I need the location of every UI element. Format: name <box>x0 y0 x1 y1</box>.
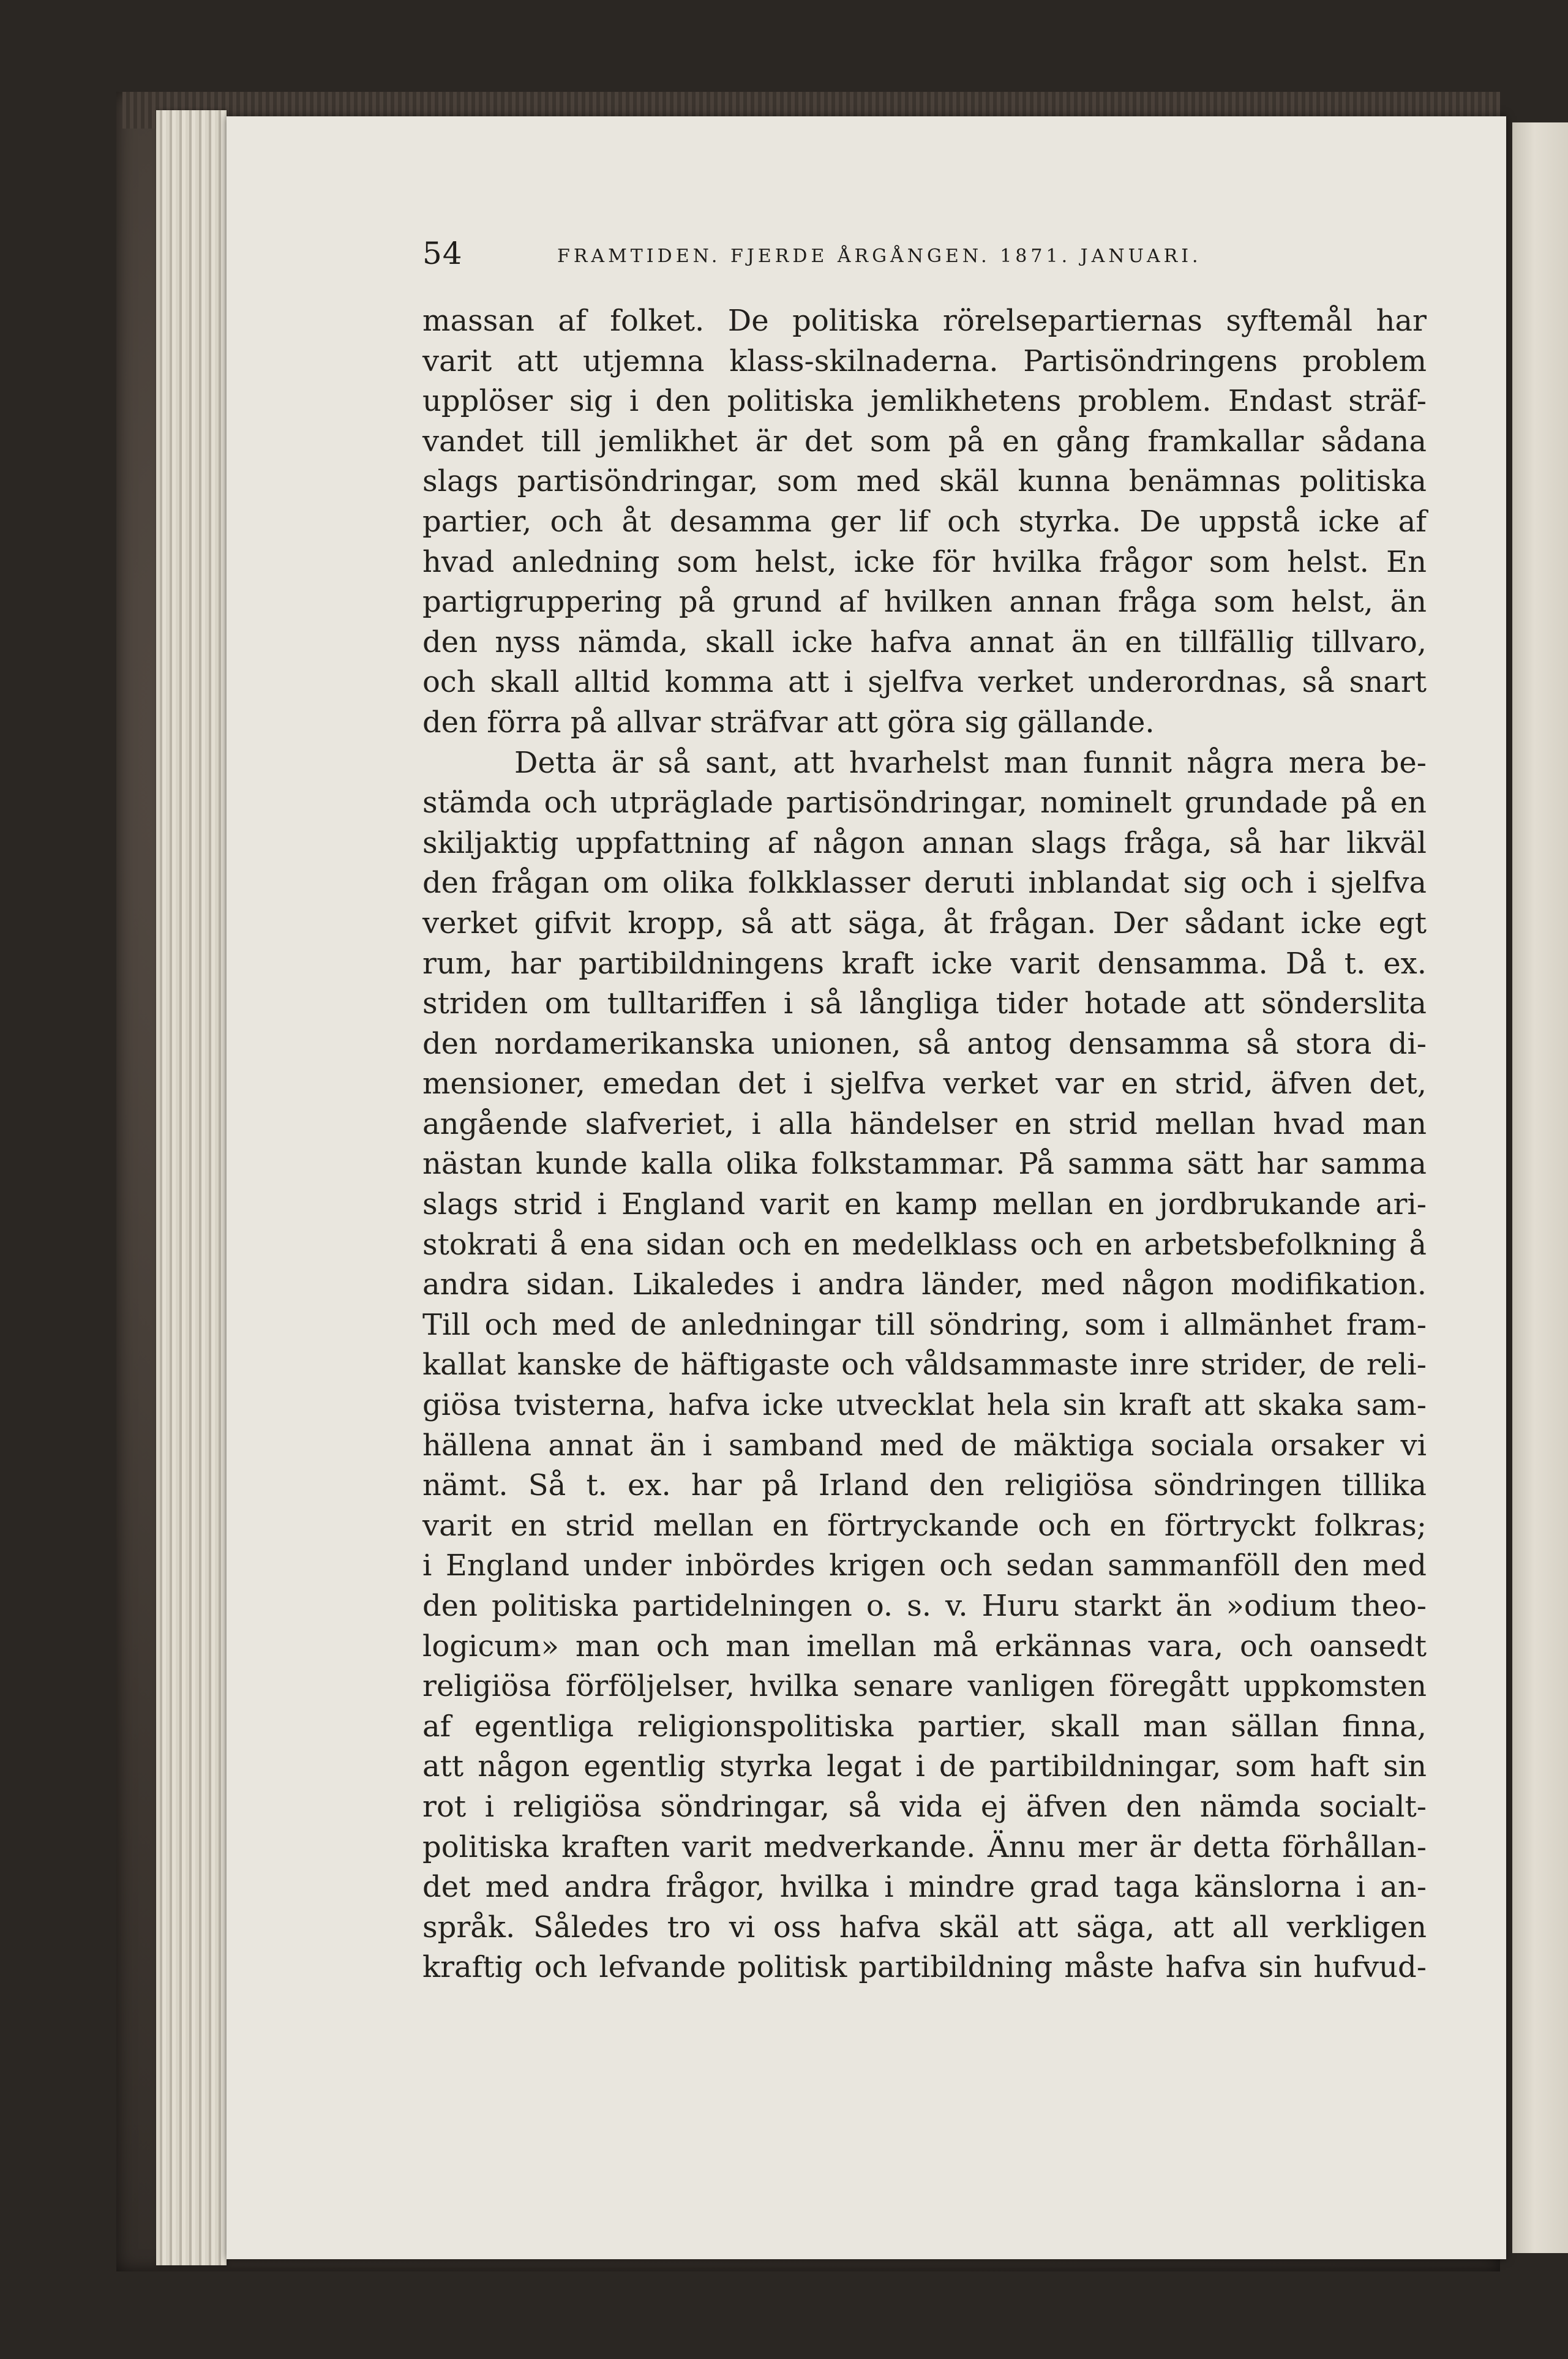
text-line: stämda och utpräglade partisöndringar, nominelt grundade på en <box>422 786 1427 820</box>
text-line: vandet till jemlikhet är det som på en gång framkallar sådana <box>422 424 1427 459</box>
text-line: att någon egentlig styrka legat i de partibildningar, som haft sin <box>422 1749 1427 1784</box>
text-line: nästan kunde kalla olika folkstammar. På samma sätt har samma <box>422 1147 1427 1182</box>
running-header <box>422 236 1280 279</box>
text-line: kraftig och lefvande politisk partibildning måste hafva sin hufvud- <box>422 1950 1427 1985</box>
text-line: och skall alltid komma att i sjelfva verket underordnas, så snart <box>422 665 1427 700</box>
running-title: FRAMTIDEN. FJERDE ÅRGÅNGEN. 1871. JANUARI. <box>557 246 1202 267</box>
text-line: slags strid i England varit en kamp mellan en jordbrukande ari- <box>422 1187 1427 1222</box>
text-line: logicum» man och man imellan må erkännas vara, och oansedt <box>422 1629 1427 1663</box>
text-line: verket gifvit kropp, så att säga, åt frågan. Der sådant icke egt <box>422 906 1427 940</box>
text-line: stokrati å ena sidan och en medelklass och en arbetsbefolkning å <box>422 1227 1427 1262</box>
text-line: angående slafveriet, i alla händelser en strid mellan hvad man <box>422 1106 1427 1141</box>
text-line: hällena annat än i samband med de mäktiga sociala orsaker vi <box>422 1428 1427 1463</box>
text-line: andra sidan. Likaledes i andra länder, med någon modifikation. <box>422 1267 1427 1302</box>
text-line: politiska kraften varit medverkande. Ännu mer är detta förhållan- <box>422 1829 1427 1864</box>
text-line: religiösa förföljelser, hvilka senare vanligen föregått uppkomsten <box>422 1669 1427 1704</box>
text-line: varit en strid mellan en förtryckande och en förtryckt folkras; <box>422 1508 1427 1543</box>
text-line: hvad anledning som helst, icke för hvilka frågor som helst. En <box>422 544 1427 579</box>
text-line: giösa tvisterna, hafva icke utvecklat hela sin kraft att skaka sam- <box>422 1388 1427 1423</box>
text-line: upplöser sig i den politiska jemlikhetens problem. Endast sträf- <box>422 384 1427 419</box>
page-stack-edge <box>156 110 227 2265</box>
text-line: rum, har partibildningens kraft icke varit densamma. Då t. ex. <box>422 946 1427 981</box>
text-line: af egentliga religionspolitiska partier, skall man sällan finna, <box>422 1709 1427 1744</box>
text-line: partigruppering på grund af hvilken annan fråga som helst, än <box>422 585 1427 620</box>
text-line: partier, och åt desamma ger lif och styrka. De uppstå icke af <box>422 504 1427 539</box>
text-line: den frågan om olika folkklasser deruti inblandat sig och i sjelfva <box>422 866 1427 901</box>
text-line: skiljaktig uppfattning af någon annan slags fråga, så har likväl <box>422 825 1427 860</box>
text-line: striden om tulltariffen i så långliga tider hotade att sönderslita <box>422 986 1427 1021</box>
page-number: 54 <box>422 236 463 271</box>
text-line: rot i religiösa söndringar, så vida ej äfven den nämda socialt- <box>422 1789 1427 1824</box>
text-line: slags partisöndringar, som med skäl kunna benämnas politiska <box>422 464 1427 499</box>
text-line: nämt. Så t. ex. har på Irland den religiösa söndringen tillika <box>422 1468 1427 1503</box>
text-line: den nordamerikanska unionen, så antog densamma så stora di- <box>422 1026 1427 1061</box>
text-line: massan af folket. De politiska rörelsepartiernas syftemål har <box>422 304 1427 338</box>
text-line: i England under inbördes krigen och sedan sammanföll den med <box>422 1548 1427 1583</box>
text-line: den nyss nämda, skall icke hafva annat än en tillfällig tillvaro, <box>422 624 1427 659</box>
body-text <box>422 301 1427 1988</box>
text-line: mensioner, emedan det i sjelfva verket var en strid, äfven det, <box>422 1067 1427 1101</box>
paragraph-end-line: den förra på allvar sträfvar att göra sig gällande. <box>422 705 1155 740</box>
text-line: kallat kanske de häftigaste och våldsammaste inre strider, de reli- <box>422 1348 1427 1382</box>
paragraph-start-line: Detta är så sant, att hvarhelst man funnit några mera be- <box>514 745 1427 780</box>
text-line: varit att utjemna klass-skilnaderna. Partisöndringens problem <box>422 343 1427 378</box>
text-line: språk. Således tro vi oss hafva skäl att säga, att all verkligen <box>422 1910 1427 1945</box>
facing-page-edge <box>1512 122 1568 2253</box>
text-line: Till och med de anledningar till söndring, som i allmänhet fram- <box>422 1307 1427 1342</box>
text-line: den politiska partidelningen o. s. v. Huru starkt än »odium theo- <box>422 1589 1427 1623</box>
text-line: det med andra frågor, hvilka i mindre grad taga känslorna i an- <box>422 1870 1427 1905</box>
